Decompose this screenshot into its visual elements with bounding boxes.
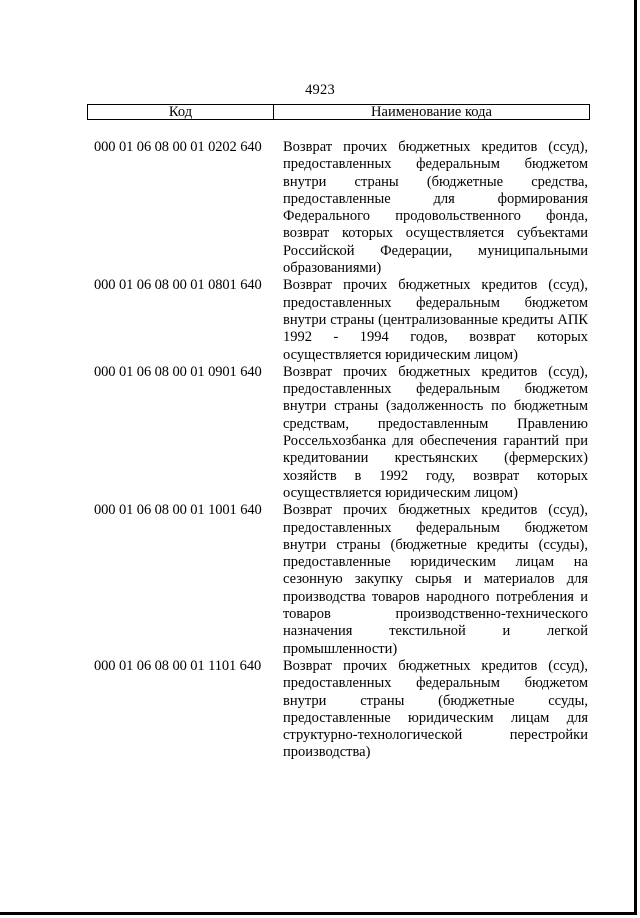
table-row [94, 364, 588, 502]
description-line: возврат которых осуществляется субъектами [283, 225, 588, 242]
table-row [94, 277, 588, 363]
description-line: осуществляется юридическим лицом) [283, 484, 518, 501]
code-entries-list [94, 139, 588, 762]
description-line: внутри страны (бюджетные кредиты (ссуды), [283, 536, 588, 553]
description-line: товаров производственно-технического [283, 606, 588, 623]
description-line: сезонную закупку сырья и материалов для [283, 571, 588, 588]
entry-code: 000 01 06 08 00 01 0202 640 [94, 139, 262, 155]
description-line: Возврат прочих бюджетных кредитов (ссуд), [283, 502, 588, 519]
table-row [94, 658, 588, 762]
description-line: Россельхозбанка для обеспечения гарантий при [283, 433, 588, 450]
entry-code: 000 01 06 08 00 01 1101 640 [94, 657, 262, 674]
description-line: Возврат прочих бюджетных кредитов (ссуд), [283, 139, 588, 155]
entry-description [283, 139, 588, 277]
description-line: предоставленные юридическим лицам на [283, 554, 588, 571]
description-line: структурно-технологической перестройки [283, 727, 588, 744]
description-line: осуществляется юридическим лицом) [283, 346, 518, 363]
description-line: промышленности) [283, 640, 398, 657]
description-line: предоставленных федеральным бюджетом [283, 156, 588, 173]
description-line: назначения текстильной и легкой [283, 623, 588, 640]
description-line: предоставленных федеральным бюджетом [283, 675, 588, 692]
description-line: предоставленные юридическим лицам для [283, 709, 588, 726]
description-line: Возврат прочих бюджетных кредитов (ссуд), [283, 363, 588, 380]
entry-description [283, 364, 588, 502]
description-line: внутри страны (задолженность по бюджетным [283, 398, 588, 415]
entry-code: 000 01 06 08 00 01 1001 640 [94, 502, 262, 519]
column-header-code: Код [88, 105, 274, 119]
page-number: 4923 [305, 82, 335, 98]
table-row [94, 139, 588, 277]
description-line: производства) [283, 744, 371, 761]
entry-description [283, 658, 588, 762]
description-line: Возврат прочих бюджетных кредитов (ссуд), [283, 277, 588, 294]
entry-description [283, 502, 588, 658]
description-line: производства товаров народного потребления и [283, 588, 588, 605]
description-line: внутри страны (централизованные кредиты АПК [283, 311, 588, 328]
table-row [94, 502, 588, 658]
description-line: Российской Федерации, муниципальными [283, 242, 588, 259]
description-line: образованиями) [283, 260, 382, 277]
entry-description [283, 277, 588, 363]
description-line: хозяйств в 1992 году, возврат которых [283, 467, 588, 484]
description-line: предоставленных федеральным бюджетом [283, 294, 588, 311]
description-line: Возврат прочих бюджетных кредитов (ссуд), [283, 657, 588, 674]
description-line: средствам, предоставленным Правлению [283, 415, 588, 432]
description-line: кредитовании крестьянских (фермерских) [283, 450, 588, 467]
description-line: предоставленные для формирования [283, 190, 588, 207]
description-line: внутри страны (бюджетные средства, [283, 173, 588, 190]
table-header [87, 104, 590, 120]
description-line: предоставленных федеральным бюджетом [283, 519, 588, 536]
entry-code: 000 01 06 08 00 01 0801 640 [94, 277, 262, 294]
description-line: внутри страны (бюджетные ссуды, [283, 692, 588, 709]
column-header-name: Наименование кода [371, 104, 492, 120]
description-line: предоставленных федеральным бюджетом [283, 381, 588, 398]
description-line: Федерального продовольственного фонда, [283, 208, 588, 225]
entry-code: 000 01 06 08 00 01 0901 640 [94, 363, 262, 380]
description-line: 1992 - 1994 годов, возврат которых [283, 329, 588, 346]
